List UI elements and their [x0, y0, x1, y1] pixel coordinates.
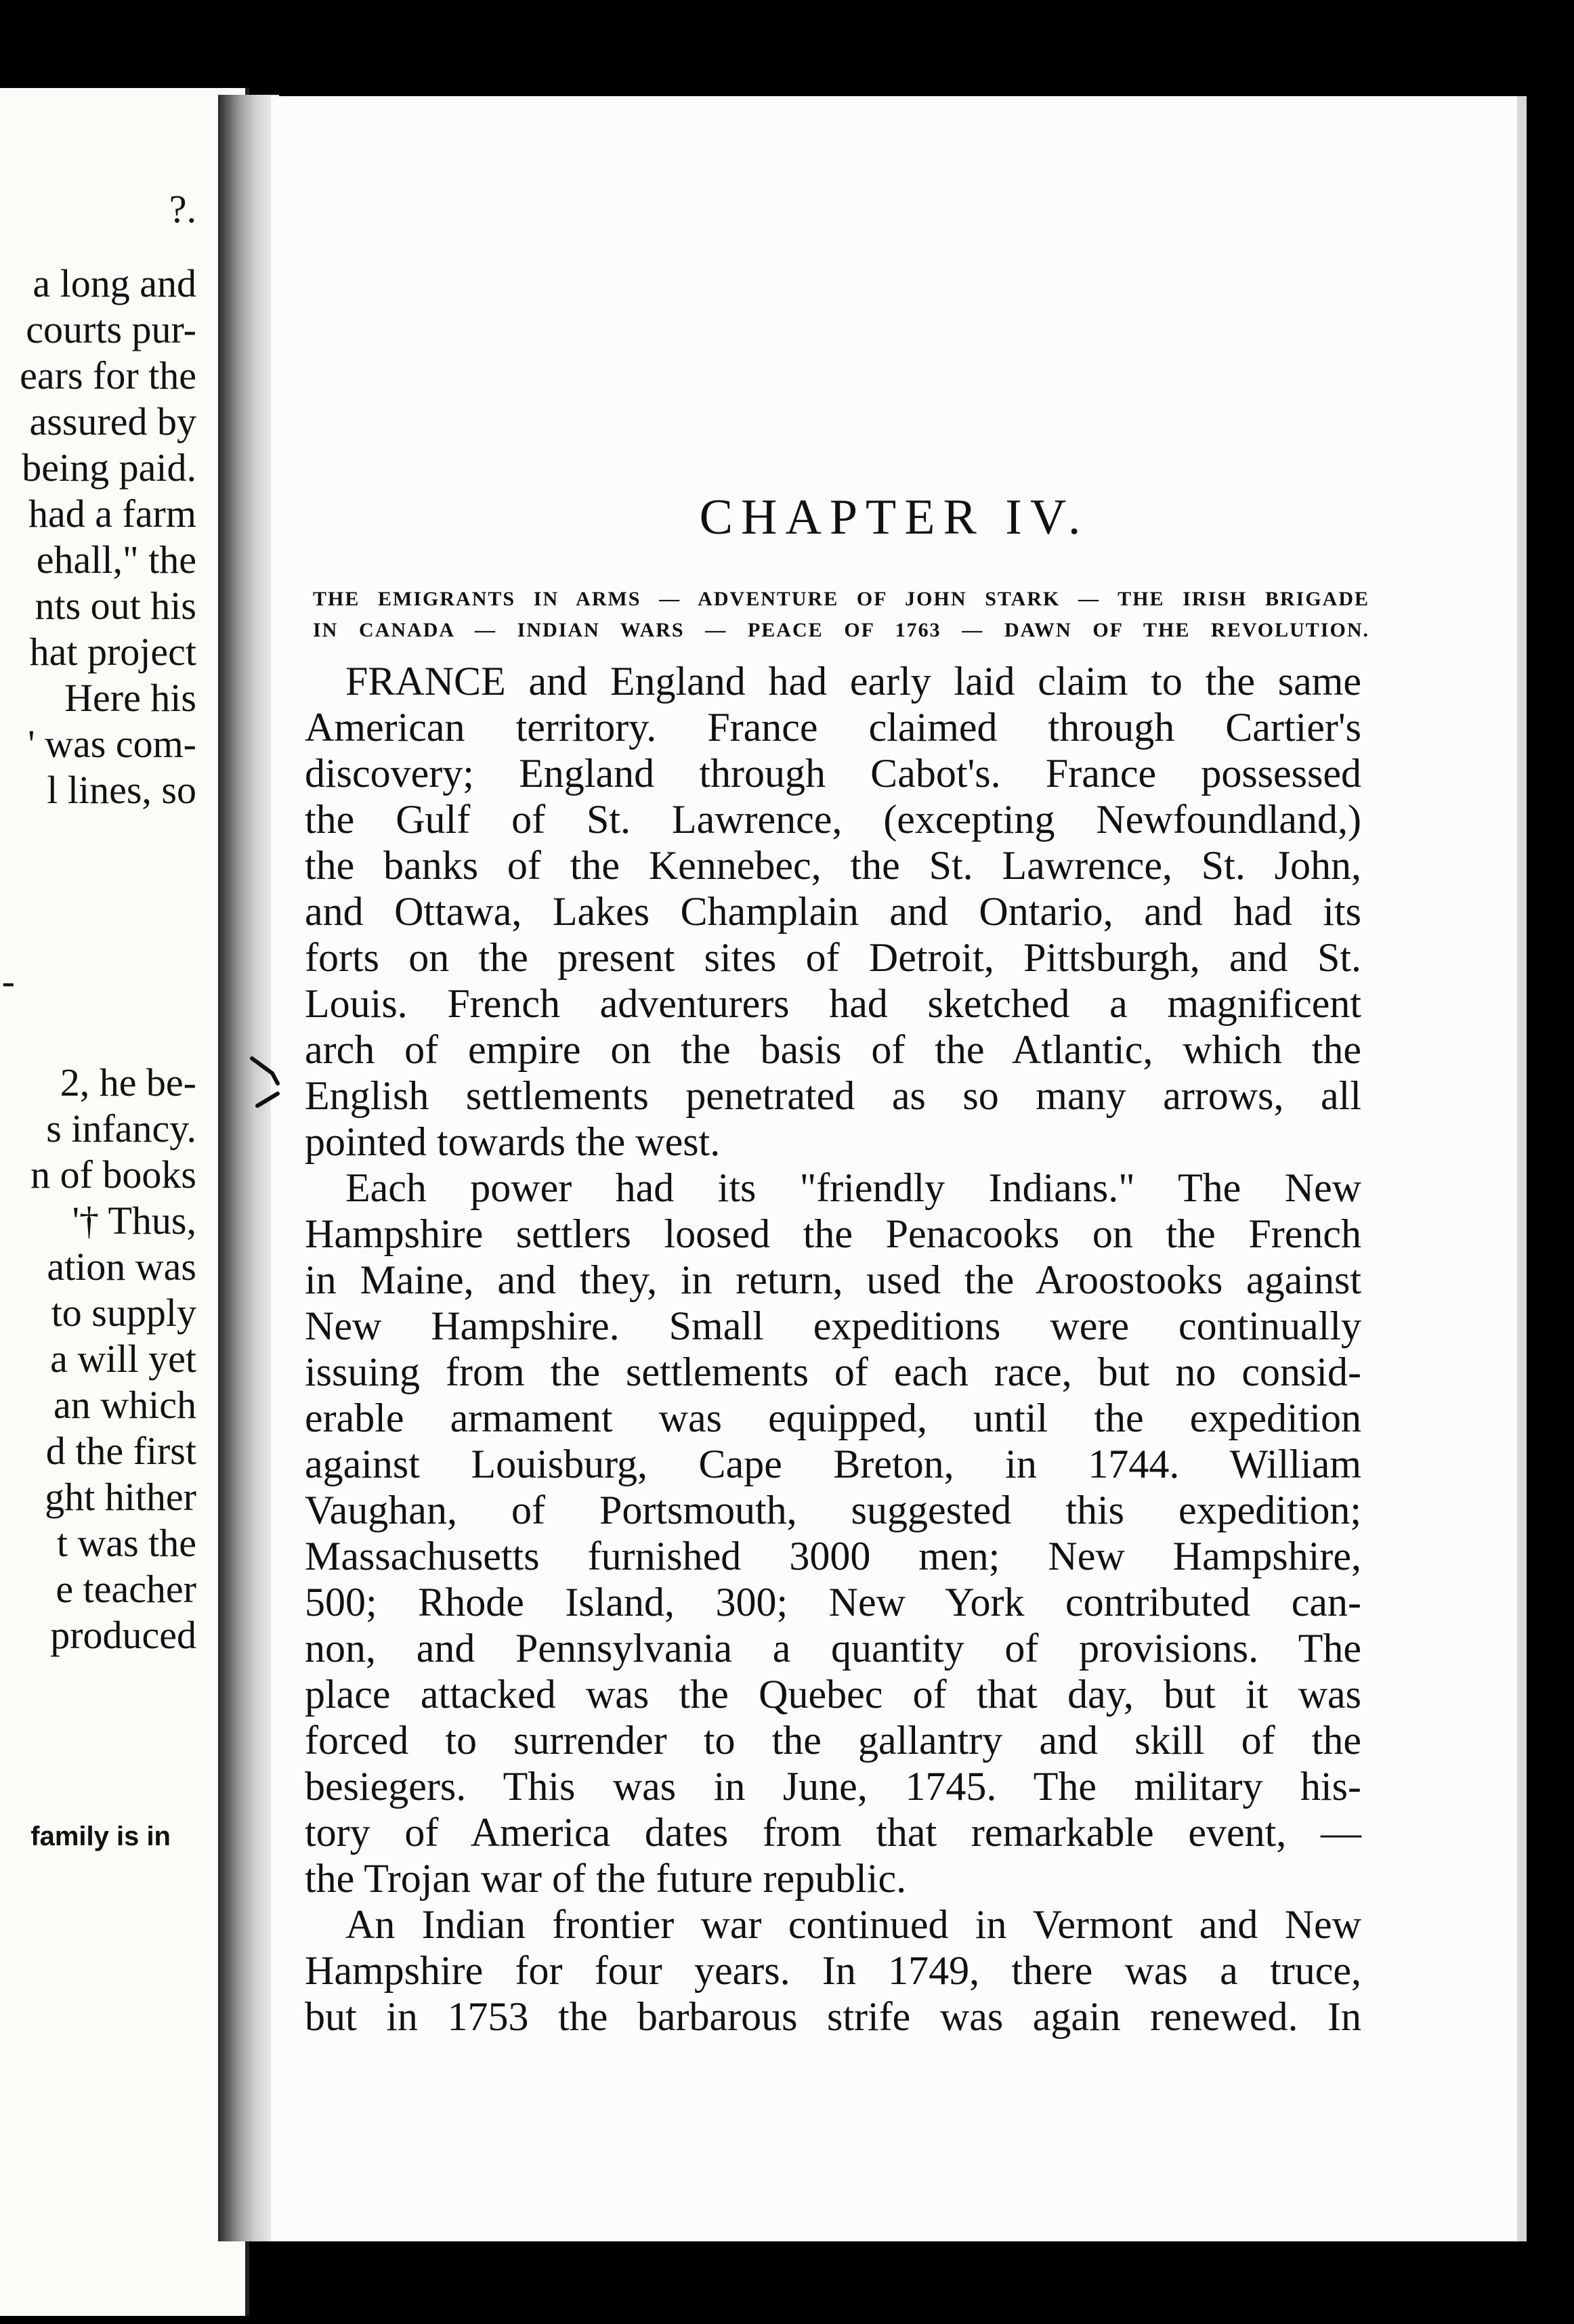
left-page-line: '† Thus,: [72, 1199, 196, 1243]
right-page: [271, 96, 1527, 2241]
left-page-line: t was the: [56, 1521, 196, 1565]
left-page-line: e teacher: [56, 1567, 196, 1611]
body-line: Louis. French adventurers had sketched a magnificent: [305, 981, 1361, 1026]
chapter-summary: [313, 584, 1369, 646]
body-line: Hampshire for four years. In 1749, there was a truce,: [305, 1948, 1361, 1993]
left-page-line: d the first: [45, 1429, 196, 1473]
left-page-line: ght hither: [45, 1475, 196, 1519]
book-gutter: [218, 95, 279, 2241]
body-line: Hampshire settlers loosed the Penacooks on the French: [305, 1211, 1361, 1256]
left-page-line: ?.: [169, 187, 196, 231]
margin-bracket-mark: [245, 1053, 293, 1121]
left-page-line: had a farm: [28, 492, 196, 536]
body-line: the Gulf of St. Lawrence, (excepting Newfoundland,): [305, 797, 1361, 842]
left-page-line: n of books: [30, 1153, 196, 1197]
body-line: forced to surrender to the gallantry and skill of the: [305, 1718, 1361, 1763]
body-line: the Trojan war of the future republic.: [305, 1856, 907, 1901]
body-line: English settlements penetrated as so many arrows, all: [305, 1073, 1361, 1118]
left-page-line: -: [1, 959, 15, 1003]
left-page-footnote: family is in: [30, 1822, 171, 1851]
left-page-line: 2, he be-: [60, 1060, 196, 1104]
body-line: FRANCE and England had early laid claim to the same: [345, 659, 1361, 704]
body-line: Massachusetts furnished 3000 men; New Hampshire,: [305, 1534, 1361, 1578]
left-page-line: a will yet: [50, 1337, 196, 1381]
body-line: American territory. France claimed through Cartier's: [305, 705, 1361, 750]
left-page-line: an which: [54, 1383, 196, 1427]
left-page-line: being paid.: [22, 446, 196, 490]
left-page-line: hat project: [29, 630, 196, 674]
left-page-line: ears for the: [20, 353, 196, 397]
left-page-line: s infancy.: [46, 1106, 196, 1150]
body-line: issuing from the settlements of each race, but no consid-: [305, 1350, 1361, 1394]
body-line: the banks of the Kennebec, the St. Lawrence, St. John,: [305, 843, 1361, 888]
chapter-summary-line: THE EMIGRANTS IN ARMS — ADVENTURE OF JOHN STARK — THE IRISH BRIGADE: [313, 588, 1369, 610]
left-page-line: ehall," the: [36, 538, 196, 582]
body-line: Each power had its "friendly Indians." The New: [345, 1165, 1361, 1210]
chapter-body: [305, 658, 1361, 2040]
left-page-line: nts out his: [35, 584, 196, 628]
body-line: erable armament was equipped, until the expedition: [305, 1396, 1361, 1440]
left-page-line: assured by: [29, 400, 196, 444]
body-line: An Indian frontier war continued in Vermont and New: [345, 1902, 1361, 1947]
body-line: place attacked was the Quebec of that day, but it was: [305, 1672, 1361, 1717]
body-line: non, and Pennsylvania a quantity of provisions. The: [305, 1626, 1361, 1671]
body-line: in Maine, and they, in return, used the Aroostooks against: [305, 1257, 1361, 1302]
chapter-title: CHAPTER IV.: [699, 490, 1089, 545]
body-line: but in 1753 the barbarous strife was again renewed. In: [305, 1994, 1361, 2039]
body-line: discovery; England through Cabot's. France possessed: [305, 751, 1361, 796]
left-page: [0, 88, 249, 2316]
left-page-line: Here his: [64, 676, 196, 720]
left-page-line: l lines, so: [47, 768, 196, 812]
body-line: against Louisburg, Cape Breton, in 1744. William: [305, 1442, 1361, 1486]
body-line: New Hampshire. Small expeditions were continually: [305, 1304, 1361, 1348]
left-page-line: produced: [50, 1613, 196, 1657]
body-line: pointed towards the west.: [305, 1119, 721, 1164]
left-page-line: ' was com-: [28, 722, 196, 766]
body-line: tory of America dates from that remarkable event, —: [305, 1810, 1361, 1855]
body-line: and Ottawa, Lakes Champlain and Ontario, and had its: [305, 889, 1361, 934]
body-line: forts on the present sites of Detroit, Pittsburgh, and St.: [305, 935, 1361, 980]
body-line: arch of empire on the basis of the Atlantic, which the: [305, 1027, 1361, 1072]
left-page-line: a long and: [33, 261, 196, 305]
body-line: 500; Rhode Island, 300; New York contributed can-: [305, 1580, 1361, 1624]
left-page-line: courts pur-: [26, 307, 196, 351]
left-page-line: ation was: [47, 1245, 196, 1289]
body-line: besiegers. This was in June, 1745. The military his-: [305, 1764, 1361, 1809]
body-line: Vaughan, of Portsmouth, suggested this expedition;: [305, 1488, 1361, 1532]
chapter-summary-line: IN CANADA — INDIAN WARS — PEACE OF 1763 — DAWN OF THE REVOLUTION.: [313, 619, 1369, 641]
left-page-line: to supply: [51, 1291, 196, 1335]
